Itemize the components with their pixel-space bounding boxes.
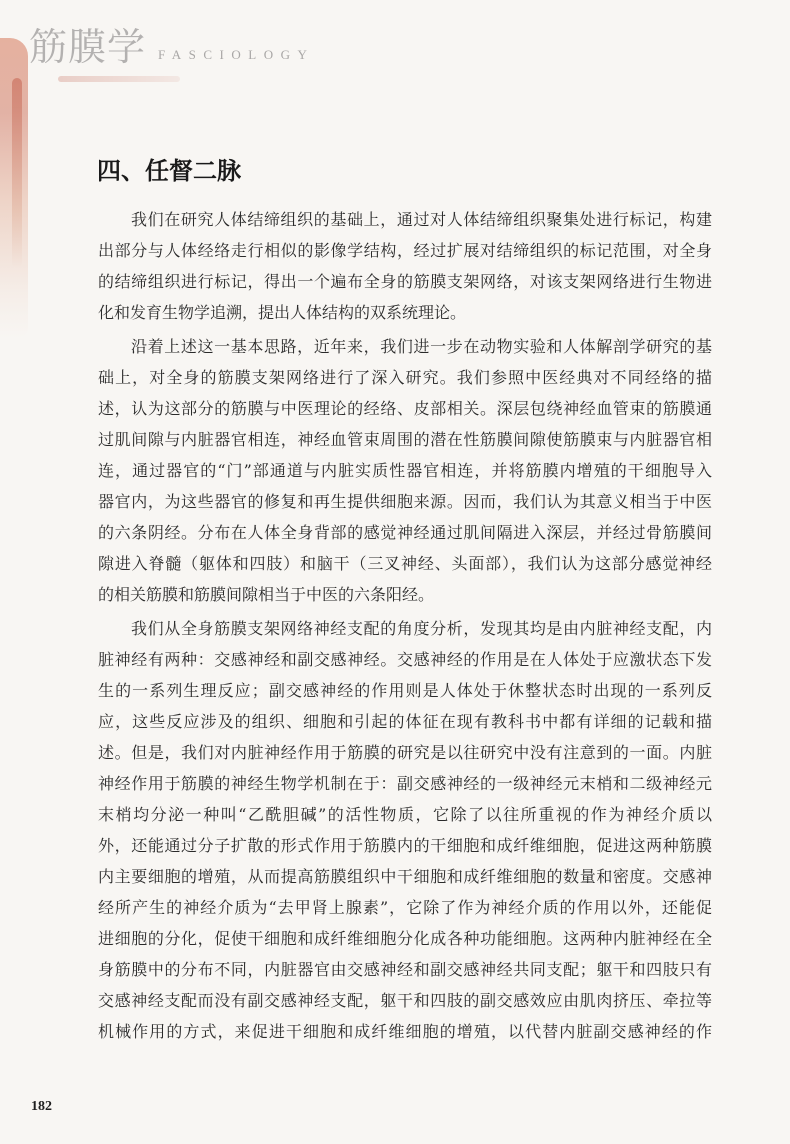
- paragraph-line: 内主要细胞的增殖，从而提高筋膜组织中干细胞和成纤维细胞的数量和密度。交感神: [98, 867, 712, 886]
- paragraph-line: 过肌间隙与内脏器官相连，神经血管束周围的潜在性筋膜间隙使筋膜束与内脏器官相: [98, 430, 712, 449]
- paragraph-line: 交感神经支配而没有副交感神经支配，躯干和四肢的副交感效应由肌肉挤压、牵拉等: [98, 991, 712, 1010]
- anatomy-limb-shape: [12, 78, 22, 268]
- paragraph-line: 述。但是，我们对内脏神经作用于筋膜的研究是以往研究中没有注意到的一面。内脏: [98, 743, 712, 762]
- paragraph-line: 的结缔组织进行标记，得出一个遍布全身的筋膜支架网络，对该支架网络进行生物进: [98, 272, 712, 291]
- anatomy-figure-decoration: [0, 38, 34, 338]
- paragraph-line: 机械作用的方式，来促进干细胞和成纤维细胞的增殖，以代替内脏副交感神经的作: [98, 1022, 712, 1041]
- paragraph-line: 连，通过器官的“门”部通道与内脏实质性器官相连，并将筋膜内增殖的干细胞导入: [98, 461, 712, 480]
- header-decoration: [58, 76, 180, 82]
- paragraph-line: 我们从全身筋膜支架网络神经支配的角度分析，发现其均是由内脏神经支配，内: [131, 619, 712, 638]
- paragraph-line: 的相关筋膜和筋膜间隙相当于中医的六条阳经。: [98, 585, 435, 604]
- paragraph-line: 器官内，为这些器官的修复和再生提供细胞来源。因而，我们认为其意义相当于中医: [98, 492, 712, 511]
- body-text: [98, 204, 712, 1047]
- paragraph-line: 述，认为这部分的筋膜与中医理论的经络、皮部相关。深层包绕神经血管束的筋膜通: [98, 399, 712, 418]
- running-header-english: FASCIOLOGY: [158, 47, 315, 62]
- running-header-title: 筋膜学: [29, 25, 147, 69]
- paragraph-3: [98, 613, 712, 1047]
- paragraph-line: 经所产生的神经介质为“去甲肾上腺素”，它除了作为神经介质的作用以外，还能促: [98, 898, 712, 917]
- paragraph-line: 化和发育生物学追溯，提出人体结构的双系统理论。: [98, 303, 467, 322]
- paragraph-1: [98, 204, 712, 328]
- paragraph-2: [98, 331, 712, 610]
- paragraph-line: 身筋膜中的分布不同，内脏器官由交感神经和副交感神经共同支配；躯干和四肢只有: [98, 960, 712, 979]
- paragraph-line: 生的一系列生理反应；副交感神经的作用则是人体处于休整状态时出现的一系列反: [98, 681, 712, 700]
- paragraph-line: 末梢均分泌一种叫“乙酰胆碱”的活性物质，它除了以往所重视的作为神经介质以: [98, 805, 712, 824]
- paragraph-line: 进细胞的分化，促使干细胞和成纤维细胞分化成各种功能细胞。这两种内脏神经在全: [98, 929, 712, 948]
- paragraph-line: 外，还能通过分子扩散的形式作用于筋膜内的干细胞和成纤维细胞，促进这两种筋膜: [98, 836, 712, 855]
- paragraph-line: 隙进入脊髓（躯体和四肢）和脑干（三叉神经、头面部），我们认为这部分感觉神经: [98, 554, 712, 573]
- paragraph-line: 我们在研究人体结缔组织的基础上，通过对人体结缔组织聚集处进行标记，构建: [131, 210, 712, 229]
- paragraph-line: 础上，对全身的筋膜支架网络进行了深入研究。我们参照中医经典对不同经络的描: [98, 368, 712, 387]
- paragraph-line: 的六条阴经。分布在人体全身背部的感觉神经通过肌间隔进入深层，并经过骨筋膜间: [98, 523, 712, 542]
- paragraph-line: 神经作用于筋膜的神经生物学机制在于：副交感神经的一级神经元末梢和二级神经元: [98, 774, 712, 793]
- section-heading: 四、任督二脉: [97, 156, 241, 185]
- page-number: 182: [31, 1099, 52, 1114]
- paragraph-line: 出部分与人体经络走行相似的影像学结构，经过扩展对结缔组织的标记范围，对全身: [98, 241, 712, 260]
- paragraph-line: 沿着上述这一基本思路，近年来，我们进一步在动物实验和人体解剖学研究的基: [131, 337, 712, 356]
- paragraph-line: 脏神经有两种：交感神经和副交感神经。交感神经的作用是在人体处于应激状态下发: [98, 650, 712, 669]
- paragraph-line: 应，这些反应涉及的组织、细胞和引起的体征在现有教科书中都有详细的记载和描: [98, 712, 712, 731]
